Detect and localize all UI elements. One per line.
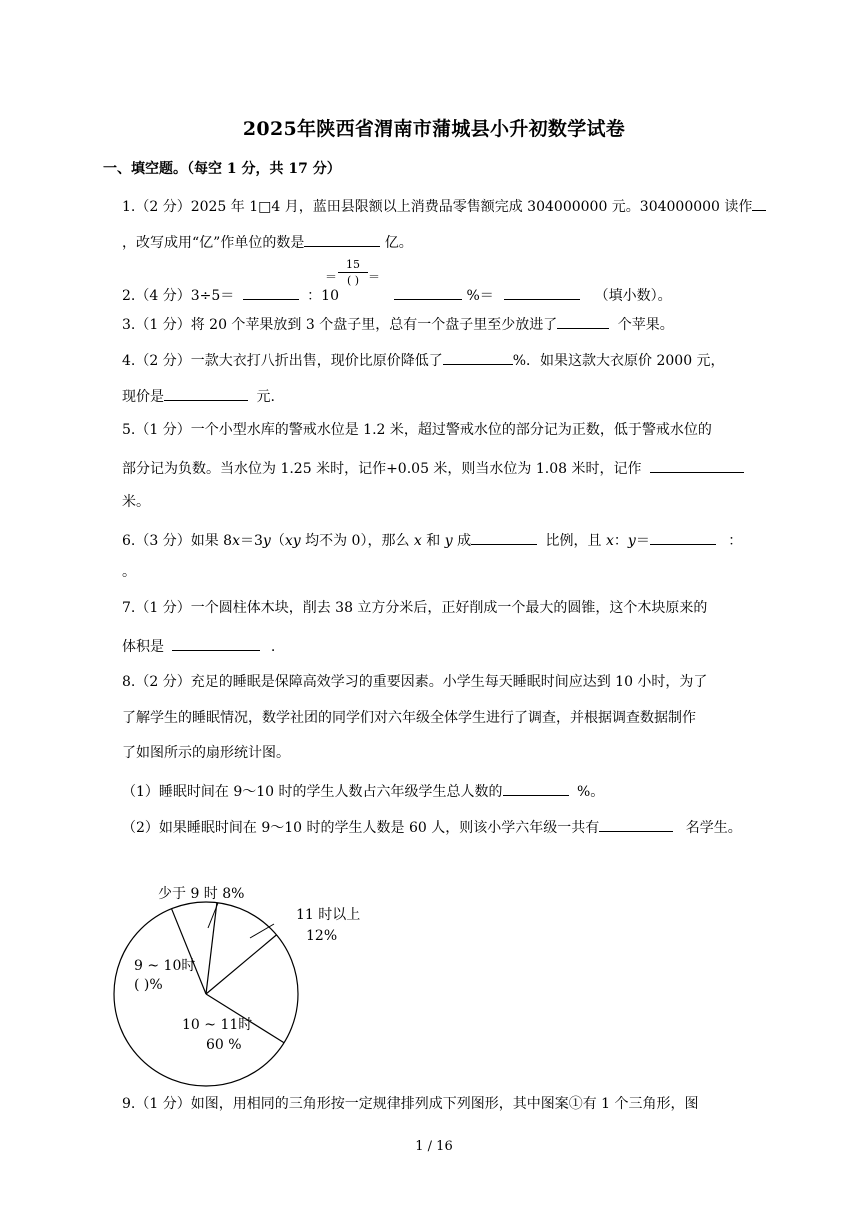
question-5-line-2 bbox=[122, 456, 744, 479]
q3-blank bbox=[557, 312, 609, 329]
q3-text-b: 个苹果。 bbox=[617, 317, 674, 333]
q2-equals-1: ＝ bbox=[325, 270, 338, 284]
q3-text-a: 3.（1 分）将 20 个苹果放到 3 个盘子里，总有一个盘子里至少放进了 bbox=[122, 317, 558, 333]
pie-label-less-9: 少于 9 时 8% bbox=[158, 886, 245, 902]
q8-s1-text-b: %。 bbox=[576, 784, 605, 800]
q6-var-x: x bbox=[232, 533, 240, 549]
q6-text-e: 和 bbox=[421, 533, 445, 549]
question-9-line-1: 9.（1 分）如图，用相同的三角形按一定规律排列成下列图形，其中图案①有 1 个三角形，图 bbox=[122, 1096, 699, 1112]
q2-fraction bbox=[338, 258, 368, 287]
pie-slice-boundary-1 bbox=[172, 909, 206, 994]
q4-text-a: 4.（2 分）一款大衣打八折出售，现价比原价降低了 bbox=[122, 353, 443, 369]
q6-blank-ratio-type bbox=[471, 528, 537, 545]
question-5-line-1: 5.（1 分）一个小型水库的警戒水位是 1.2 米，超过警戒水位的部分记为正数，低于警戒水位的 bbox=[122, 422, 712, 438]
q2-text-a: 2.（4 分）3÷5＝ bbox=[122, 288, 235, 304]
pie-label-over-11-title: 11 时以上 bbox=[296, 907, 361, 923]
q1-text: 1.（2 分）2025 年 1□4 月，蓝田县限额以上消费品零售额完成 304000000 元。304000000 读作 bbox=[122, 199, 753, 215]
question-6-line-2: 。 bbox=[122, 564, 136, 580]
question-4-line-1 bbox=[122, 348, 725, 371]
pie-label-9-10-title: 9 ~ 10时 bbox=[134, 958, 196, 974]
q4-text-d: 元. bbox=[256, 389, 275, 405]
pie-label-10-11-title: 10 ~ 11时 bbox=[182, 1017, 253, 1033]
question-2 bbox=[122, 283, 339, 306]
q2-blank-1 bbox=[243, 283, 299, 300]
question-8-sub-2 bbox=[122, 815, 742, 838]
question-6-line-1 bbox=[122, 528, 742, 551]
q6-text-b: ＝3 bbox=[239, 533, 263, 549]
pie-label-over-11-value: 12% bbox=[306, 928, 338, 944]
q6-text-g: 比例，且 bbox=[545, 533, 606, 549]
q6-text-h: ： bbox=[613, 533, 628, 549]
q8-s2-blank bbox=[599, 815, 673, 832]
q8-s1-blank bbox=[503, 779, 569, 796]
q2-blank-decimal bbox=[504, 283, 580, 300]
question-7-line-1: 7.（1 分）一个圆柱体木块，削去 38 立方分米后，正好削成一个最大的圆锥，这个木块原来的 bbox=[122, 600, 708, 616]
q6-text-j: ： bbox=[728, 533, 743, 549]
question-1-line-2 bbox=[122, 230, 413, 253]
q8-s2-text-b: 名学生。 bbox=[685, 820, 742, 836]
q6-var-x2: x bbox=[413, 533, 422, 549]
question-8-line-3: 了如图所示的扇形统计图。 bbox=[122, 745, 290, 761]
q2-text-b: ：10 bbox=[307, 288, 339, 304]
sleep-pie-chart bbox=[110, 872, 361, 1094]
question-3 bbox=[122, 312, 674, 335]
question-8-sub-1 bbox=[122, 779, 604, 802]
q4-text-c: 现价是 bbox=[122, 389, 164, 405]
pie-label-10-11-value: 60 % bbox=[206, 1037, 242, 1053]
q6-text-a: 6.（3 分）如果 8 bbox=[122, 533, 233, 549]
q1-text-2: ，改写成用“亿”作单位的数是 bbox=[122, 235, 305, 251]
q6-blank-ratio-a bbox=[650, 528, 716, 545]
q1-blank-read bbox=[752, 194, 766, 211]
page-title: 2025年陕西省渭南市蒲城县小升初数学试卷 bbox=[242, 118, 626, 140]
q6-var-y3: y bbox=[627, 533, 636, 549]
question-8-line-2: 了解学生的睡眠情况，数学社团的同学们对六年级全体学生进行了调查，并根据调查数据制作 bbox=[122, 710, 696, 726]
q6-text-d: 均不为 0），那么 bbox=[300, 533, 414, 549]
q6-var-y: y bbox=[262, 533, 271, 549]
q8-s2-text-a: （2）如果睡眠时间在 9～10 时的学生人数是 60 人，则该小学六年级一共有 bbox=[122, 820, 600, 836]
pie-label-9-10-value: ( )% bbox=[134, 977, 163, 993]
q1-text-3: 亿。 bbox=[384, 235, 413, 251]
q5-blank bbox=[650, 456, 744, 473]
q6-text-i: ＝ bbox=[635, 533, 650, 549]
q4-text-b: %．如果这款大衣原价 2000 元， bbox=[512, 353, 725, 369]
section-heading: 一、填空题。（每空 1 分，共 17 分） bbox=[103, 161, 341, 177]
q2-blank-percent bbox=[394, 283, 462, 300]
page-number: 1 / 16 bbox=[415, 1139, 453, 1154]
q2-text-d: （填小数）。 bbox=[594, 288, 672, 304]
q4-blank-percent bbox=[443, 348, 513, 365]
question-2-part-2 bbox=[394, 283, 672, 306]
q2-fraction-denominator: ( ) bbox=[346, 274, 360, 287]
q2-text-c: %＝ bbox=[466, 288, 494, 304]
q7-text-b: . bbox=[270, 639, 276, 655]
question-7-line-2 bbox=[122, 634, 275, 657]
q5-text-2: 部分记为负数。当水位为 1.25 米时，记作+0.05 米，则当水位为 1.08 米时，记作 bbox=[122, 461, 642, 477]
q1-blank-yi bbox=[304, 230, 380, 247]
pie-leader-line-over-11 bbox=[250, 924, 274, 938]
q6-var-y2: y bbox=[444, 533, 453, 549]
q7-blank bbox=[172, 634, 260, 651]
q7-text-a: 体积是 bbox=[122, 639, 164, 655]
q6-var-xy: xy bbox=[284, 533, 301, 549]
q6-text-f: 成 bbox=[452, 533, 472, 549]
q6-var-x3: x bbox=[606, 533, 614, 549]
q2-equals-2: ＝ bbox=[368, 270, 381, 284]
q4-blank-price bbox=[164, 384, 248, 401]
q8-s1-text-a: （1）睡眠时间在 9～10 时的学生人数占六年级学生总人数的 bbox=[122, 784, 503, 800]
fraction-bar bbox=[338, 272, 368, 273]
q2-fraction-numerator: 15 bbox=[346, 258, 360, 271]
question-8-line-1: 8.（2 分）充足的睡眠是保障高效学习的重要因素。小学生每天睡眠时间应达到 10 小时，为了 bbox=[122, 674, 708, 690]
q6-text-c: （ bbox=[270, 533, 285, 549]
pie-leader-line-less-9 bbox=[208, 903, 218, 928]
pie-slice-boundary-3 bbox=[206, 935, 276, 994]
question-5-line-3: 米。 bbox=[122, 494, 150, 510]
question-1-line-1 bbox=[122, 194, 766, 217]
pie-slice-boundary-2 bbox=[206, 903, 217, 994]
question-4-line-2 bbox=[122, 384, 275, 407]
